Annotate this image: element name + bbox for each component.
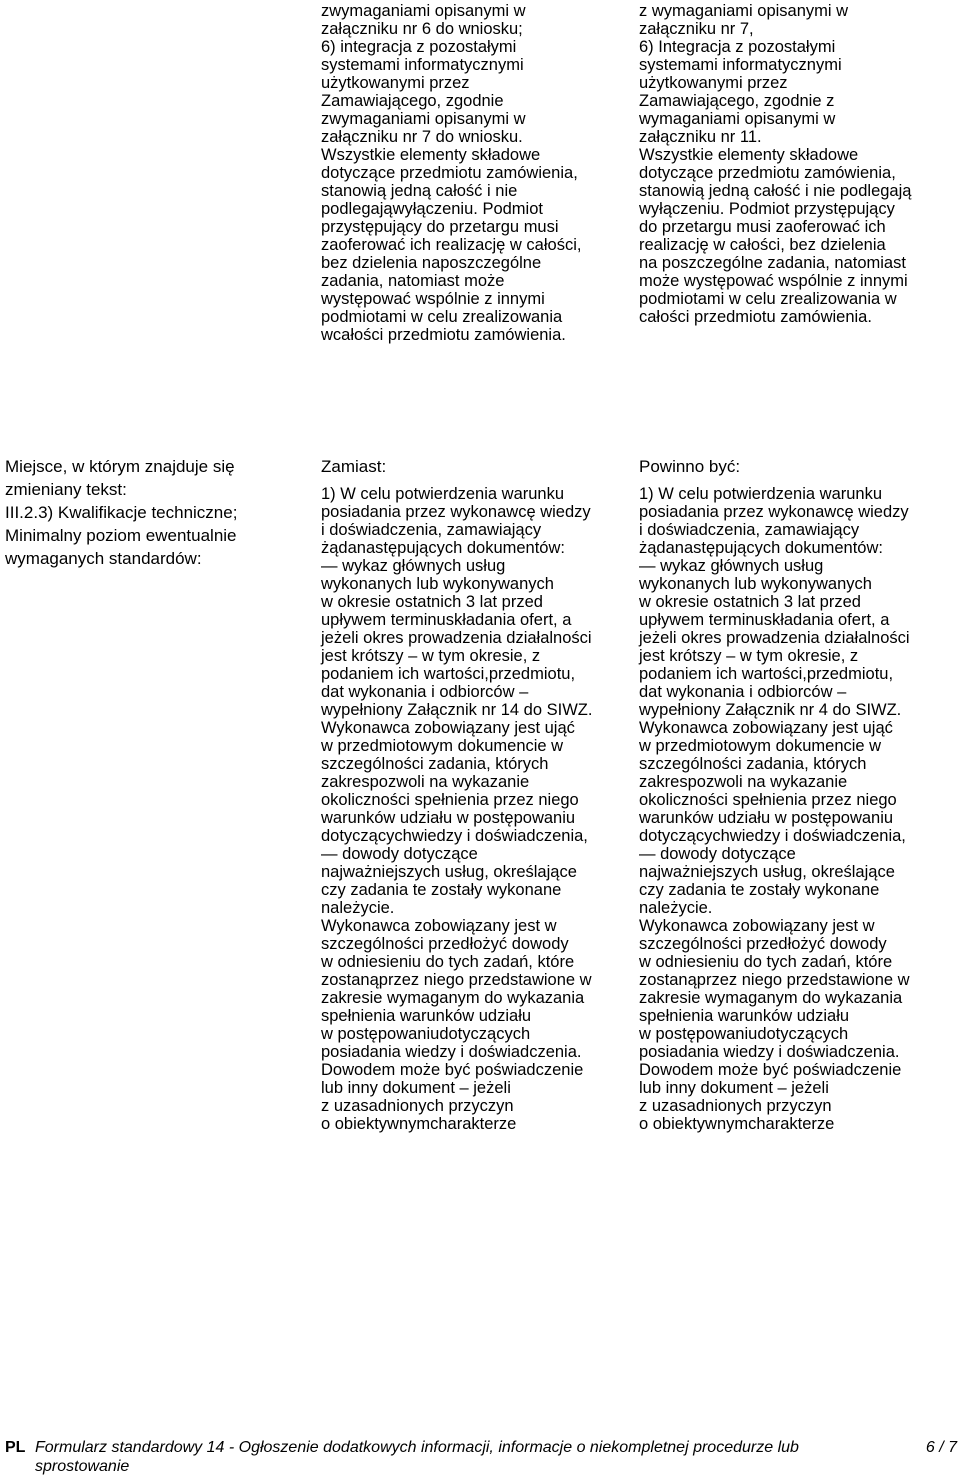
page-number: 6 / 7 [925,1439,957,1456]
text-line: posiadania przez wykonawcę wiedzy [639,503,909,521]
text-line: podlegająwyłączeniu. Podmiot [321,200,543,218]
text-line: z wymaganiami opisanymi w [639,2,849,20]
text-line: 1) W celu potwierdzenia warunku [639,485,883,503]
text-line: podaniem ich wartości,przedmiotu, [321,665,576,683]
text-line: szczególności przedłożyć dowody [639,935,887,953]
text-line: jeżeli okres prowadzenia działalności [639,629,910,647]
text-line: podmiotami w celu zrealizowania w [639,290,897,308]
text-line: spełnienia warunków udziału [639,1007,850,1025]
text-line: szczególności zadania, których [321,755,549,773]
text-line: dotyczące przedmiotu zamówienia, [639,164,896,182]
text-line: — wykaz głównych usług [321,557,506,575]
text-line: w postępowaniudotyczących [639,1025,849,1043]
text-line: Wykonawca zobowiązany jest w [321,917,557,935]
text-line: zaoferować ich realizację w całości, [321,236,582,254]
instead-text [321,485,592,1133]
text-line: jeżeli okres prowadzenia działalności [321,629,592,647]
text-line: — dowody dotyczące [639,845,796,863]
text-line: podmiotami w celu zrealizowania [321,308,563,326]
text-line: Minimalny poziom ewentualnie [5,526,237,545]
text-line: podaniem ich wartości,przedmiotu, [639,665,894,683]
text-line: Wszystkie elementy składowe [321,146,541,164]
text-line: 6) integracja z pozostałymi [321,38,517,56]
text-line: czy zadania te zostały wykonane [321,881,562,899]
text-line: wypełniony Załącznik nr 14 do SIWZ. [321,701,593,719]
text-line: dat wykonania i odbiorców – [639,683,847,701]
text-line: całości przedmiotu zamówienia. [639,308,872,326]
text-line: jest krótszy – w tym okresie, z [639,647,859,665]
text-line: w postępowaniudotyczących [321,1025,531,1043]
top-left-text [321,2,581,344]
text-line: szczególności przedłożyć dowody [321,935,569,953]
text-line: załączniku nr 6 do wniosku; [321,20,523,38]
text-line: upływem terminuskładania ofert, a [639,611,890,629]
text-line: zwymaganiami opisanymi w [321,2,526,20]
text-line: i doświadczenia, zamawiający [321,521,542,539]
text-line: zmieniany tekst: [5,480,127,499]
text-line: najważniejszych usług, określające [321,863,577,881]
text-line: upływem terminuskładania ofert, a [321,611,572,629]
text-line: Miejsce, w którym znajduje się [5,457,235,476]
should-be-text [639,485,910,1133]
text-line: zakrespozwoli na wykazanie [639,773,848,791]
text-line: załączniku nr 7 do wniosku. [321,128,523,146]
text-line: może występować wspólnie z innymi [639,272,908,290]
text-line: z uzasadnionych przyczyn [639,1097,832,1115]
text-line: lub inny dokument – jeżeli [321,1079,511,1097]
text-line: o obiektywnymcharakterze [321,1115,517,1133]
text-line: na poszczególne zadania, natomiast [639,254,906,272]
text-line: bez dzielenia naposzczególne [321,254,542,272]
text-line: dat wykonania i odbiorców – [321,683,529,701]
text-line: systemami informatycznymi [321,56,524,74]
text-line: wymaganych standardów: [5,549,202,568]
text-line: w odniesieniu do tych zadań, które [639,953,893,971]
text-line: użytkowanymi przez [321,74,470,92]
text-line: Dowodem może być poświadczenie [321,1061,584,1079]
text-line: zostanąprzez niego przedstawione w [639,971,910,989]
text-line: okoliczności spełnienia przez niego [321,791,579,809]
text-line: posiadania wiedzy i doświadczenia. [321,1043,582,1061]
text-line: wymaganiami opisanymi w [639,110,836,128]
text-line: zostanąprzez niego przedstawione w [321,971,592,989]
text-line: zwymaganiami opisanymi w [321,110,526,128]
text-line: należycie. [639,899,713,917]
text-line: — dowody dotyczące [321,845,478,863]
text-line: Wykonawca zobowiązany jest w [639,917,875,935]
footer-language: PL [5,1439,26,1456]
text-line: szczególności zadania, których [639,755,867,773]
text-line: przystępujący do przetargu musi [321,218,559,236]
text-line: w odniesieniu do tych zadań, które [321,953,575,971]
text-line: i doświadczenia, zamawiający [639,521,860,539]
text-line: lub inny dokument – jeżeli [639,1079,829,1097]
text-line: Wszystkie elementy składowe [639,146,859,164]
text-line: do przetargu musi zaoferować ich [639,218,886,236]
text-line: zakrespozwoli na wykazanie [321,773,530,791]
text-line: najważniejszych usług, określające [639,863,895,881]
text-line: załączniku nr 11. [639,128,762,146]
footer-title: Formularz standardowy 14 - Ogłoszenie dodatkowych informacji, informacje o niekompletnej procedurze lub sprostowanie [35,1439,799,1475]
text-line: wykonanych lub wykonywanych [639,575,872,593]
text-line: zakresie wymaganym do wykazania [321,989,585,1007]
text-line: wypełniony Załącznik nr 4 do SIWZ. [639,701,902,719]
should-be-heading: Powinno być: [639,457,741,476]
text-line: okoliczności spełnienia przez niego [639,791,897,809]
text-line: Zamawiającego, zgodnie z [639,92,835,110]
text-line: Wykonawca zobowiązany jest ująć [321,719,575,737]
instead-heading: Zamiast: [321,457,387,476]
text-line: Zamawiającego, zgodnie [321,92,504,110]
text-line: realizację w całości, bez dzielenia [639,236,886,254]
text-line: załączniku nr 7, [639,20,754,38]
text-line: wyłączeniu. Podmiot przystępujący [639,200,895,218]
text-line: czy zadania te zostały wykonane [639,881,880,899]
text-line: żądanastępujących dokumentów: [639,539,883,557]
text-line: Dowodem może być poświadczenie [639,1061,902,1079]
text-line: 1) W celu potwierdzenia warunku [321,485,565,503]
top-right-text [639,2,911,326]
text-line: żądanastępujących dokumentów: [321,539,565,557]
text-line: zadania, natomiast może [321,272,505,290]
text-line: użytkowanymi przez [639,74,788,92]
text-line: w okresie ostatnich 3 lat przed [321,593,543,611]
text-line: jest krótszy – w tym okresie, z [321,647,541,665]
text-line: stanowią jedną całość i nie podlegają [639,182,912,200]
text-line: z uzasadnionych przyczyn [321,1097,514,1115]
text-line: wcałości przedmiotu zamówienia. [321,326,566,344]
text-line: 6) Integracja z pozostałymi [639,38,836,56]
change-location-label [5,455,237,570]
text-line: posiadania przez wykonawcę wiedzy [321,503,591,521]
text-line: Wykonawca zobowiązany jest ująć [639,719,893,737]
text-line: należycie. [321,899,395,917]
text-line: stanowią jedną całość i nie [321,182,518,200]
text-line: o obiektywnymcharakterze [639,1115,835,1133]
text-line: w przedmiotowym dokumencie w [321,737,564,755]
text-line: występować wspólnie z innymi [321,290,545,308]
text-line: III.2.3) Kwalifikacje techniczne; [5,503,238,522]
text-line: posiadania wiedzy i doświadczenia. [639,1043,900,1061]
text-line: warunków udziału w postępowaniu [639,809,894,827]
text-line: w przedmiotowym dokumencie w [639,737,882,755]
text-line: w okresie ostatnich 3 lat przed [639,593,861,611]
text-line: warunków udziału w postępowaniu [321,809,576,827]
text-line: systemami informatycznymi [639,56,842,74]
text-line: — wykaz głównych usług [639,557,824,575]
text-line: zakresie wymaganym do wykazania [639,989,903,1007]
text-line: dotyczącychwiedzy i doświadczenia, [639,827,906,845]
text-line: dotyczącychwiedzy i doświadczenia, [321,827,588,845]
text-line: dotyczące przedmiotu zamówienia, [321,164,578,182]
text-line: wykonanych lub wykonywanych [321,575,554,593]
text-line: spełnienia warunków udziału [321,1007,532,1025]
